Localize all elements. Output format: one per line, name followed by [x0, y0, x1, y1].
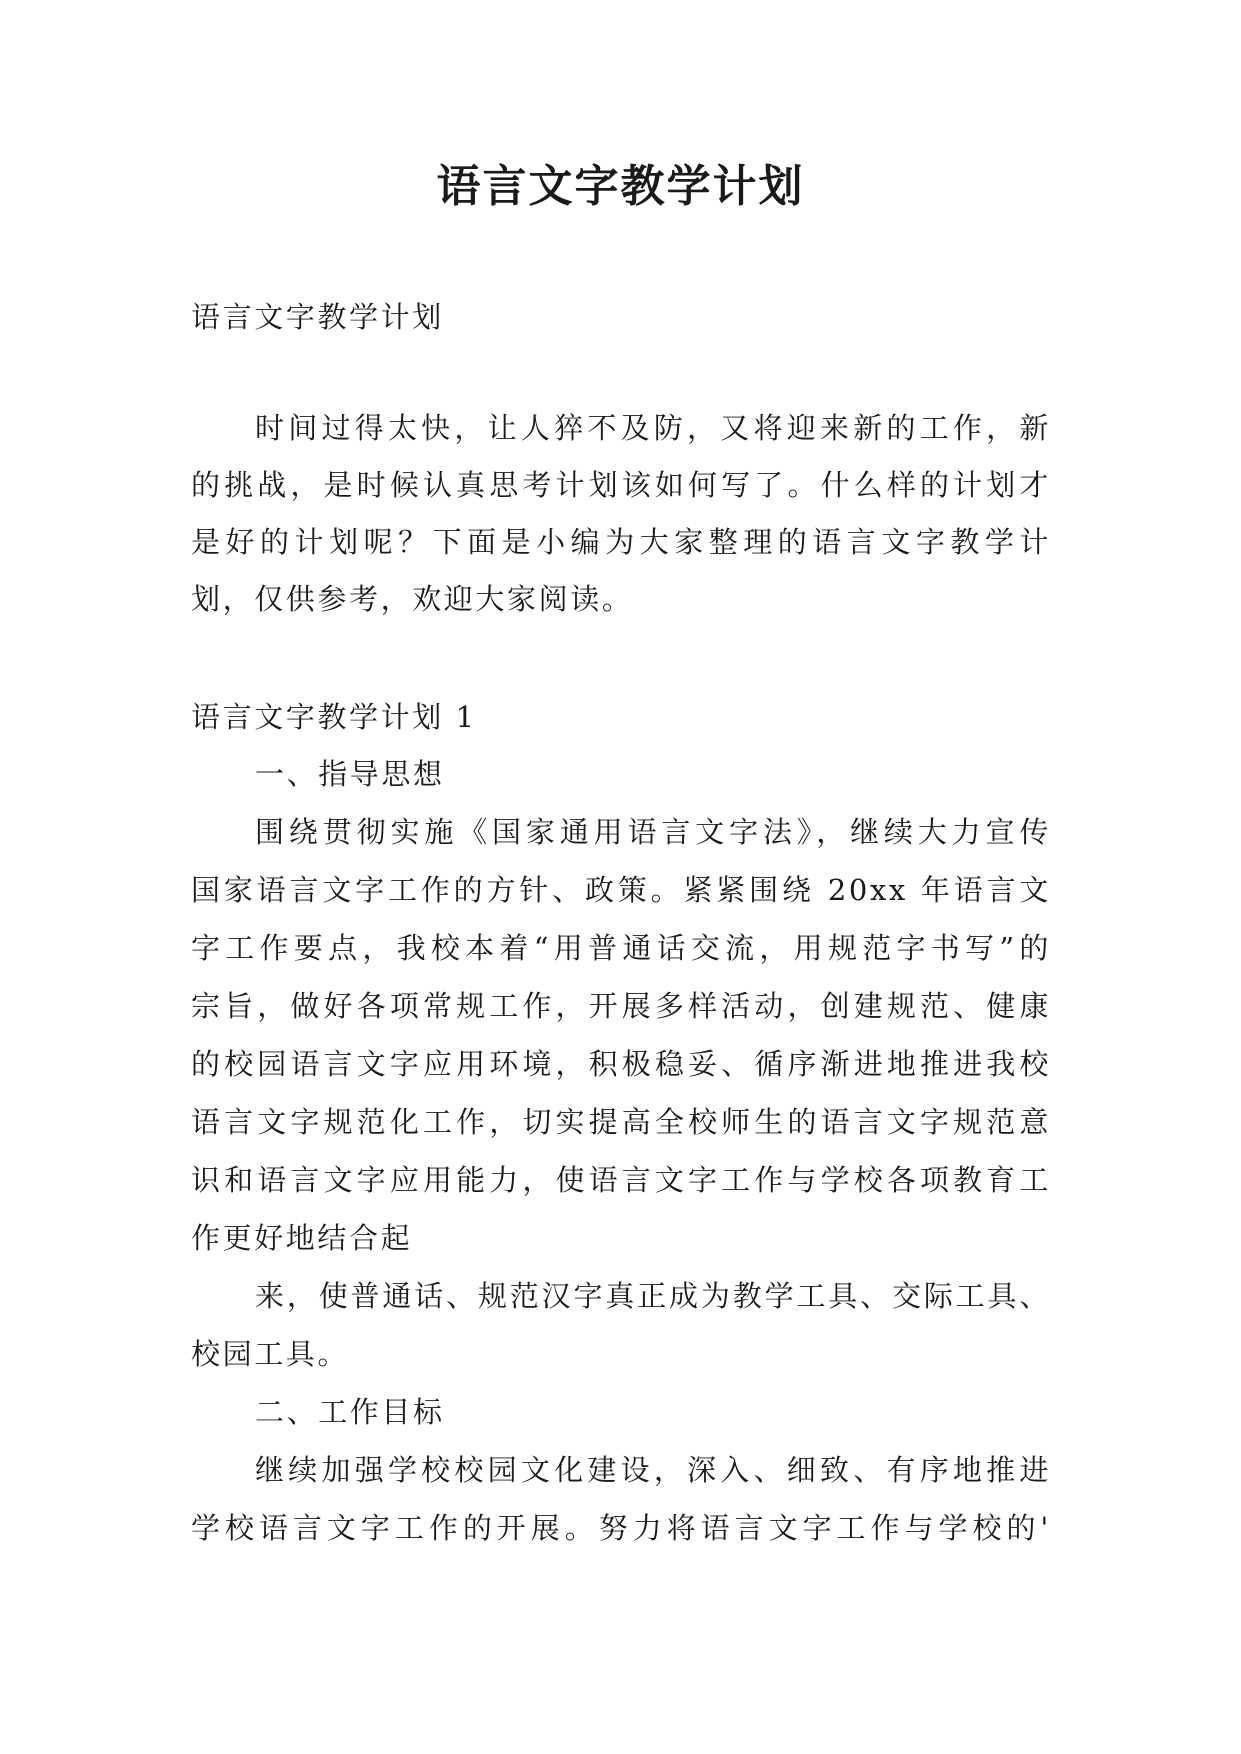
- paragraph-line: 字工作要点，我校本着“用普通话交流，用规范字书写”的: [191, 931, 1051, 965]
- subtitle: 语言文字教学计划: [191, 300, 444, 334]
- paragraph-line: 识和语言文字应用能力，使语言文字工作与学校各项教育工: [191, 1163, 1051, 1197]
- page-title: 语言文字教学计划: [436, 161, 805, 212]
- intro-line: 划，仅供参考，欢迎大家阅读。: [191, 582, 634, 616]
- intro-line: 的挑战，是时候认真思考计划该如何写了。什么样的计划才: [191, 468, 1051, 502]
- paragraph-line: 围绕贯彻实施《国家通用语言文字法》，继续大力宣传: [255, 815, 1051, 849]
- paragraph-line: 学校语言文字工作的开展。努力将语言文字工作与学校的': [191, 1511, 1051, 1545]
- intro-line: 时间过得太快，让人猝不及防，又将迎来新的工作，新: [255, 411, 1051, 445]
- paragraph-line: 宗旨，做好各项常规工作，开展多样活动，创建规范、健康: [191, 989, 1051, 1023]
- paragraph-line: 语言文字规范化工作，切实提高全校师生的语言文字规范意: [191, 1105, 1051, 1139]
- paragraph-line: 校园工具。: [191, 1337, 350, 1371]
- paragraph-line: 国家语言文字工作的方针、政策。紧紧围绕 20xx 年语言文: [191, 873, 1051, 907]
- heading-work-goals: 二、工作目标: [255, 1395, 445, 1429]
- paragraph-line: 作更好地结合起: [191, 1221, 413, 1255]
- paragraph-line: 来，使普通话、规范汉字真正成为教学工具、交际工具、: [255, 1279, 1051, 1313]
- heading-guiding-ideology: 一、指导思想: [255, 757, 445, 791]
- intro-line: 是好的计划呢？下面是小编为大家整理的语言文字教学计: [191, 525, 1051, 559]
- paragraph-line: 的校园语言文字应用环境，积极稳妥、循序渐进地推进我校: [191, 1047, 1051, 1081]
- paragraph-line: 继续加强学校校园文化建设，深入、细致、有序地推进: [255, 1453, 1051, 1487]
- section-title: 语言文字教学计划 1: [191, 700, 477, 734]
